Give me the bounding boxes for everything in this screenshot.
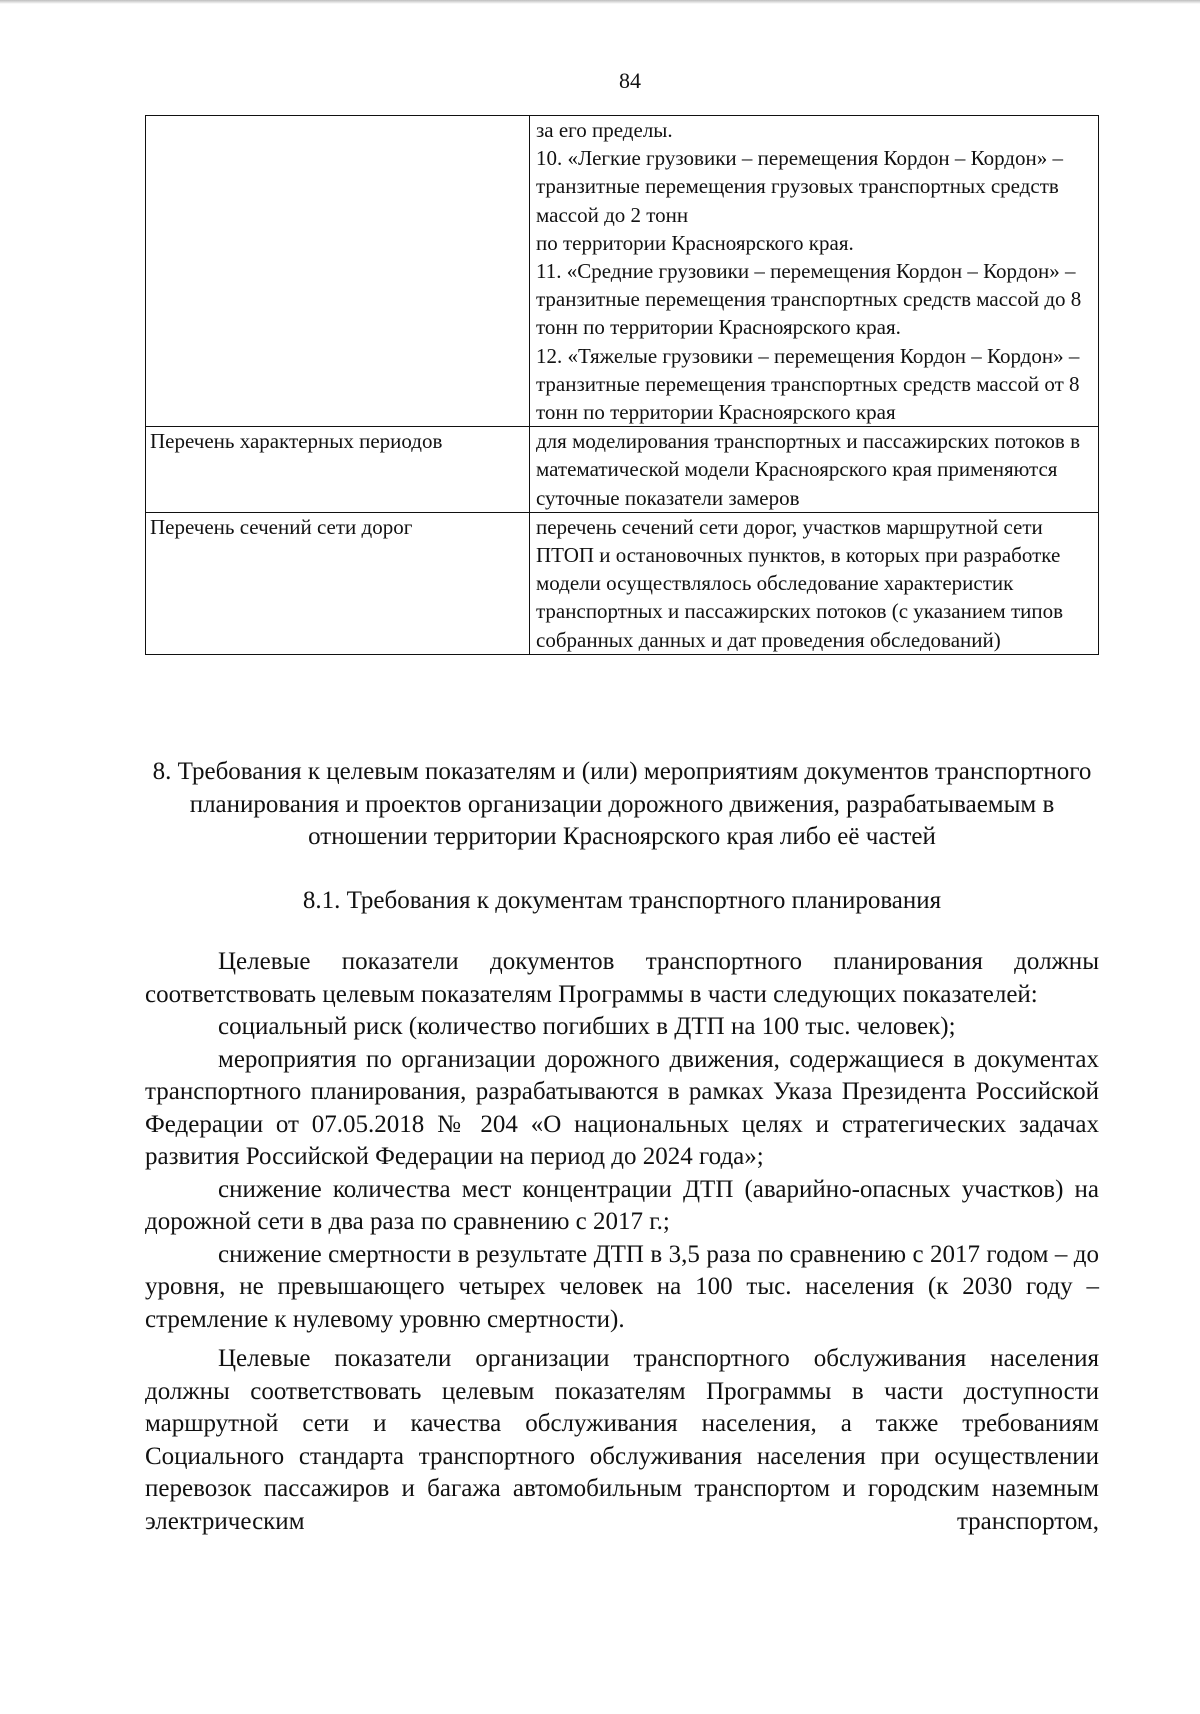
table-cell-label: Перечень характерных периодов xyxy=(146,427,530,513)
body-text xyxy=(145,946,1099,1538)
section-8-title: 8. Требования к целевым показателям и (или) мероприятиям документов транспортного планирования и проектов организации дорожного движения, разрабатываемым в отношении территории Красноярского края либо её частей xyxy=(152,758,1092,850)
table-cell-value xyxy=(530,427,1099,513)
paragraph: Целевые показатели организации транспортного обслуживания населения должны соответствовать целевым показателям Программы в части доступности маршрутной сети и качества обслуживания населения, а также требованиям Социального стандарта транспортного обслуживания населения при осуществлении перевозок пассажиров и багажа автомобильным транспортом и городским наземным электрическим транспортом, xyxy=(145,1345,1099,1535)
table-cell-value xyxy=(530,512,1099,654)
table-cell-value xyxy=(530,116,1099,427)
table-row xyxy=(146,116,1099,427)
cell-line: для моделирования транспортных и пассажирских потоков в математической модели Красноярского края применяются суточные показатели замеров xyxy=(536,429,1080,510)
paragraph: мероприятия по организации дорожного движения, содержащиеся в документах транспортного планирования, разрабатываются в рамках Указа Президента Российской Федерации от 07.05.2018 № 204 «О национальных целях и стратегических задачах развития Российской Федерации на период до 2024 года»; xyxy=(145,1045,1099,1170)
cell-line: по территории Красноярского края. xyxy=(536,230,854,255)
section-8-1-title: 8.1. Требования к документам транспортного планирования xyxy=(302,887,942,914)
paragraph: социальный риск (количество погибших в ДТП на 100 тыс. человек); xyxy=(218,1013,956,1040)
paragraph: снижение количества мест концентрации ДТП (аварийно-опасных участков) на дорожной сети в два раза по сравнению с 2017 г.; xyxy=(145,1175,1099,1235)
cell-line: 10. «Легкие грузовики – перемещения Кордон – Кордон» – транзитные перемещения грузовых транспортных средств массой до 2 тонн xyxy=(536,146,1063,227)
paragraph: Целевые показатели документов транспортного планирования должны соответствовать целевым показателям Программы в части следующих показателей: xyxy=(145,948,1099,1008)
scan-edge xyxy=(0,0,1200,4)
cell-line: 12. «Тяжелые грузовики – перемещения Кордон – Кордон» – транзитные перемещения транспортных средств массой от 8 тонн по территории Красноярского края xyxy=(536,343,1080,425)
cell-line: за его пределы. xyxy=(536,118,673,142)
cell-line: перечень сечений сети дорог, участков маршрутной сети ПТОП и остановочных пунктов, в которых при разработке модели осуществлялось обследование характеристик транспортных и пассажирских потоков (с указанием типов собранных данных и дат проведения обследований) xyxy=(536,514,1064,652)
table-row xyxy=(146,427,1099,513)
paragraph: снижение смертности в результате ДТП в 3,5 раза по сравнению с 2017 годом – до уровня, не превышающего четырех человек на 100 тыс. населения (к 2030 году – стремление к нулевому уровню смертности). xyxy=(145,1240,1099,1333)
table-cell-label xyxy=(146,116,530,427)
cell-line: 11. «Средние грузовики – перемещения Кордон – Кордон» – транзитные перемещения транспортных средств массой до 8 тонн по территории Красноярского края. xyxy=(536,259,1082,340)
page-number: 84 xyxy=(619,68,641,93)
requirements-table xyxy=(145,115,1099,655)
table-row xyxy=(146,512,1099,654)
table-cell-label: Перечень сечений сети дорог xyxy=(146,512,530,654)
